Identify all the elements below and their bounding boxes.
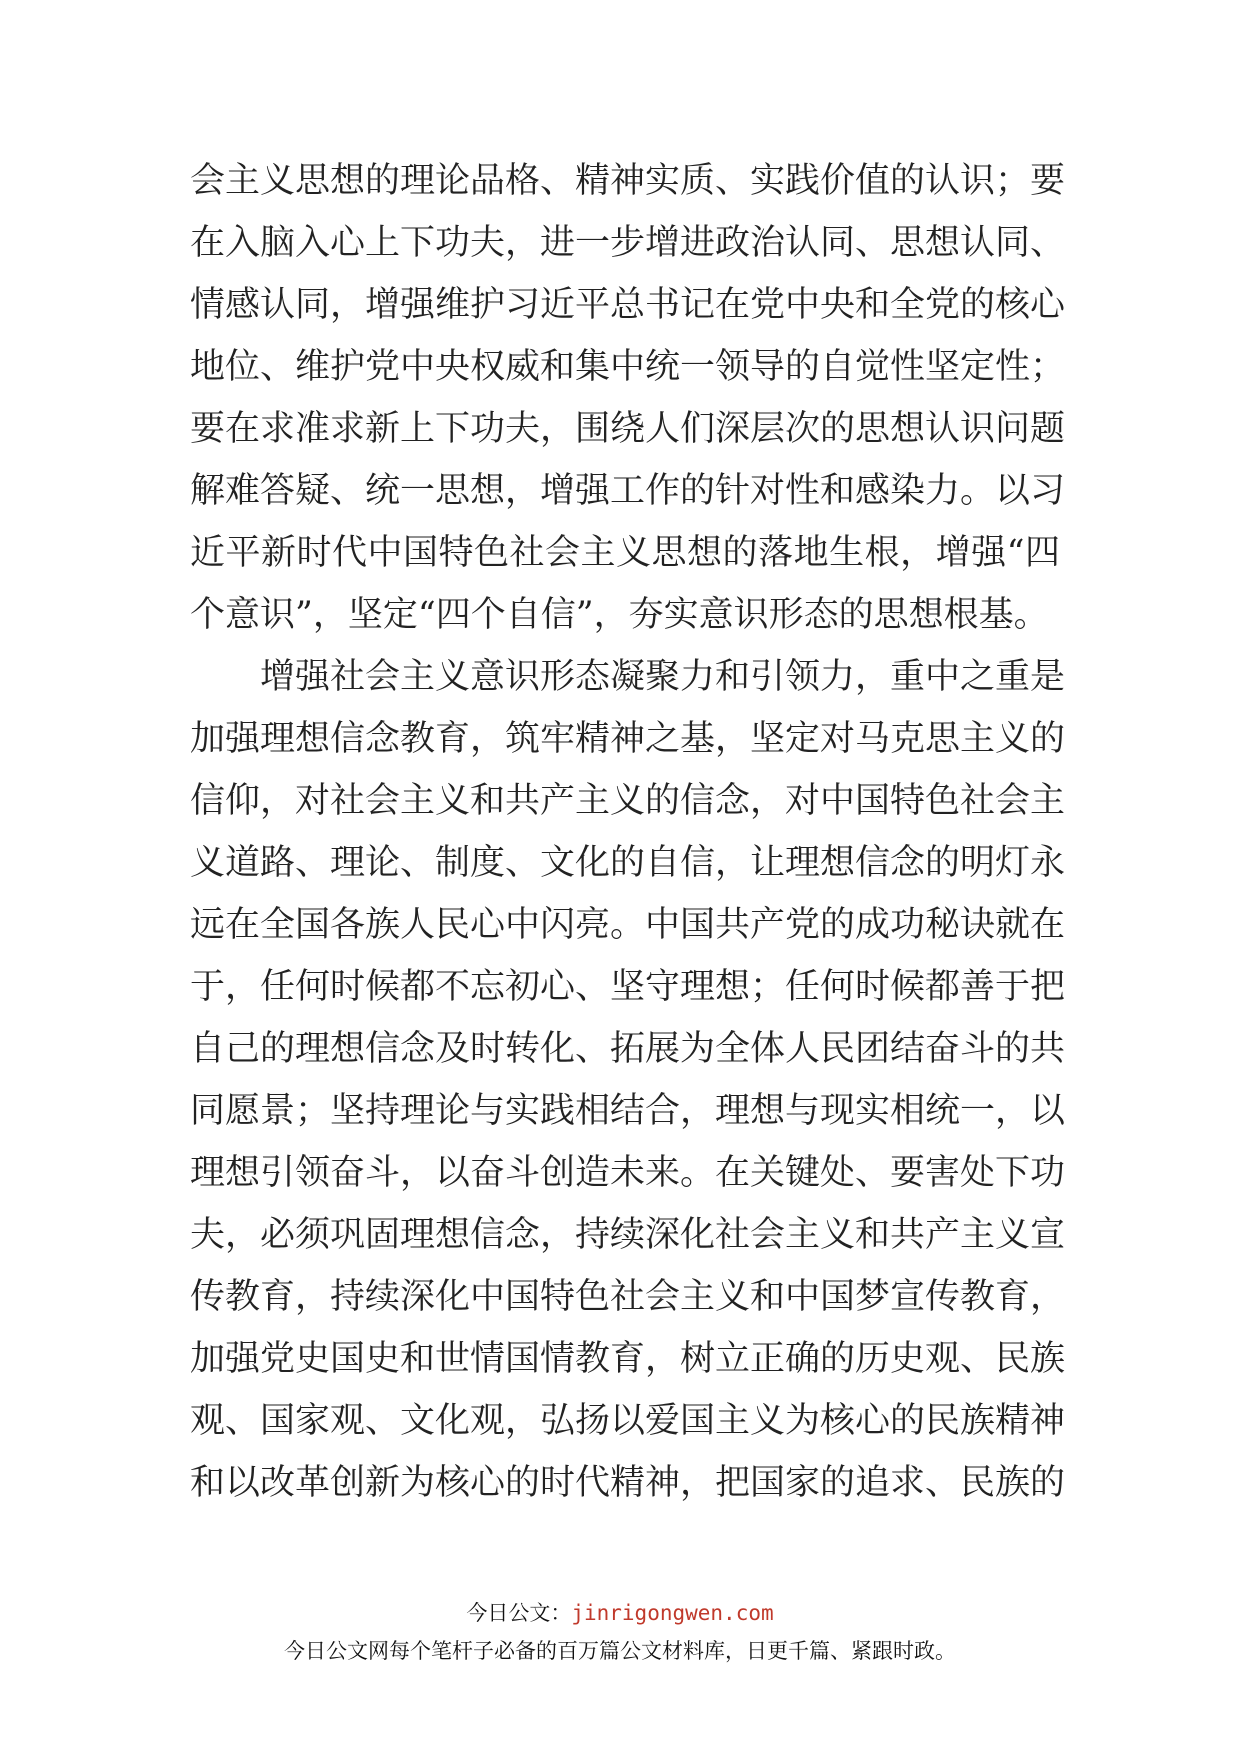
text-line: 观、国家观、文化观，弘扬以爱国主义为核心的民族精神 bbox=[190, 1401, 1066, 1441]
text-line: 远在全国各族人民心中闪亮。中国共产党的成功秘诀就在 bbox=[190, 905, 1066, 945]
text-line: 增强社会主义意识形态凝聚力和引领力，重中之重是 bbox=[260, 657, 1066, 697]
text-line: 信仰，对社会主义和共产主义的信念，对中国特色社会主 bbox=[190, 781, 1066, 821]
footer-site-line bbox=[0, 1598, 1240, 1628]
footer-site-label: 今日公文： bbox=[466, 1601, 572, 1625]
text-line: 会主义思想的理论品格、精神实质、实践价值的认识；要 bbox=[190, 161, 1066, 201]
text-line: 和以改革创新为核心的时代精神，把国家的追求、民族的 bbox=[190, 1463, 1066, 1503]
text-line: 传教育，持续深化中国特色社会主义和中国梦宣传教育， bbox=[190, 1277, 1066, 1317]
text-line: 地位、维护党中央权威和集中统一领导的自觉性坚定性； bbox=[190, 347, 1066, 387]
text-line: 理想引领奋斗，以奋斗创造未来。在关键处、要害处下功 bbox=[190, 1153, 1066, 1193]
text-line: 近平新时代中国特色社会主义思想的落地生根，增强“四 bbox=[190, 533, 1060, 573]
text-line: 义道路、理论、制度、文化的自信，让理想信念的明灯永 bbox=[190, 843, 1066, 883]
text-line: 个意识”，坚定“四个自信”，夯实意识形态的思想根基。 bbox=[190, 595, 1049, 635]
document-body bbox=[190, 150, 1066, 1514]
text-line: 夫，必须巩固理想信念，持续深化社会主义和共产主义宣 bbox=[190, 1215, 1066, 1255]
text-line: 在入脑入心上下功夫，进一步增进政治认同、思想认同、 bbox=[190, 223, 1066, 263]
text-line: 要在求准求新上下功夫，围绕人们深层次的思想认识问题 bbox=[190, 409, 1066, 449]
text-line: 于，任何时候都不忘初心、坚守理想；任何时候都善于把 bbox=[190, 967, 1066, 1007]
text-line: 自己的理想信念及时转化、拓展为全体人民团结奋斗的共 bbox=[190, 1029, 1066, 1069]
text-line: 同愿景；坚持理论与实践相结合，理想与现实相统一，以 bbox=[190, 1091, 1066, 1131]
text-line: 情感认同，增强维护习近平总书记在党中央和全党的核心 bbox=[190, 285, 1066, 325]
footer-site-domain[interactable]: jinrigongwen.com bbox=[571, 1601, 774, 1625]
text-line: 加强理想信念教育，筑牢精神之基，坚定对马克思主义的 bbox=[190, 719, 1066, 759]
text-line: 加强党史国史和世情国情教育，树立正确的历史观、民族 bbox=[190, 1339, 1066, 1379]
text-line: 解难答疑、统一思想，增强工作的针对性和感染力。以习 bbox=[190, 471, 1066, 511]
footer-tagline: 今日公文网每个笔杆子必备的百万篇公文材料库，日更千篇、紧跟时政。 bbox=[284, 1639, 956, 1663]
